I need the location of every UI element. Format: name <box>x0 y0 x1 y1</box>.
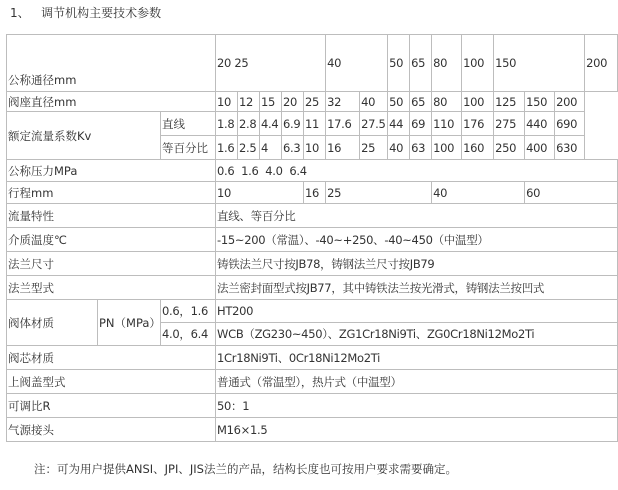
cell: 32 <box>326 92 360 112</box>
label-stroke: 行程mm <box>7 182 216 204</box>
cell: 630 <box>555 136 585 160</box>
cell: 150 <box>494 35 585 92</box>
cell: 690 <box>555 112 585 136</box>
label-kv: 额定流量系数Kv <box>7 112 161 160</box>
cell: 50 <box>388 35 410 92</box>
cell: 27.5 <box>360 112 388 136</box>
row-flow-characteristic <box>7 204 618 228</box>
cell: 80 <box>432 92 462 112</box>
cell: 60 <box>525 182 618 204</box>
cell: 110 <box>432 112 462 136</box>
cell: 80 <box>432 35 462 92</box>
cell: 2.5 <box>238 136 260 160</box>
cell: 17.6 <box>326 112 360 136</box>
value-bonnet: 普通式（常温型），热片式（中温型） <box>216 370 618 394</box>
label-bonnet: 上阀盖型式 <box>7 370 216 394</box>
cell: 25 <box>360 136 388 160</box>
label-core-material: 阀芯材质 <box>7 346 216 370</box>
pn-value-2: 4.0，6.4 <box>161 323 216 346</box>
cell: 63 <box>410 136 432 160</box>
label-seat-diameter: 阀座直径mm <box>7 92 216 112</box>
value-flow-characteristic: 直线、等百分比 <box>216 204 618 228</box>
material-value-1: HT200 <box>216 300 618 323</box>
label-body-material: 阀体材质 <box>7 300 98 346</box>
label-kv-equal: 等百分比 <box>161 136 216 160</box>
cell: 16 <box>326 136 360 160</box>
cell: 250 <box>494 136 525 160</box>
label-flange-size: 法兰尺寸 <box>7 252 216 276</box>
cell: 69 <box>410 112 432 136</box>
row-flange-size <box>7 252 618 276</box>
cell: 10 <box>216 182 304 204</box>
label-flow-characteristic: 流量特性 <box>7 204 216 228</box>
label-flange-type: 法兰型式 <box>7 276 216 300</box>
cell: 16 <box>304 182 326 204</box>
cell: 100 <box>462 92 494 112</box>
cell: 100 <box>432 136 462 160</box>
cell: 6.9 <box>282 112 304 136</box>
cell: 160 <box>462 136 494 160</box>
row-stroke <box>7 182 618 204</box>
row-rangeability <box>7 394 618 418</box>
row-seat-diameter <box>7 92 618 112</box>
label-pressure: 公称压力MPa <box>7 160 216 182</box>
cell: 150 <box>525 92 555 112</box>
cell: 44 <box>388 112 410 136</box>
row-air-connection <box>7 418 618 442</box>
cell: 40 <box>360 92 388 112</box>
row-nominal-diameter <box>7 35 618 92</box>
cell: 12 <box>238 92 260 112</box>
cell: 200 <box>585 35 618 92</box>
cell: 25 <box>326 182 432 204</box>
cell: 125 <box>494 92 525 112</box>
cell: 4.4 <box>260 112 282 136</box>
cell: 275 <box>494 112 525 136</box>
section-heading: 1、 调节机构主要技术参数 <box>10 6 162 20</box>
cell: 1.6 <box>216 136 238 160</box>
cell: 50 <box>388 92 410 112</box>
row-temperature <box>7 228 618 252</box>
cell: 11 <box>304 112 326 136</box>
cell: 400 <box>525 136 555 160</box>
spec-table <box>6 34 618 442</box>
label-rangeability: 可调比R <box>7 394 216 418</box>
pn-value-1: 0.6，1.6 <box>161 300 216 323</box>
value-pressure: 0.6 1.6 4.0 6.4 <box>216 160 618 182</box>
label-air-connection: 气源接头 <box>7 418 216 442</box>
cell: 65 <box>410 92 432 112</box>
value-flange-type: 法兰密封面型式按JB77，其中铸铁法兰按光滑式，铸钢法兰按凹式 <box>216 276 618 300</box>
row-body-material-1 <box>7 300 618 323</box>
cell: 200 <box>555 92 585 112</box>
cell: 20 25 <box>216 35 326 92</box>
value-core-material: 1Cr18Ni9Ti、0Cr18Ni12Mo2Ti <box>216 346 618 370</box>
cell: 25 <box>304 92 326 112</box>
cell: 6.3 <box>282 136 304 160</box>
cell: 15 <box>260 92 282 112</box>
cell: 65 <box>410 35 432 92</box>
cell: 40 <box>432 182 525 204</box>
label-nominal-diameter: 公称通径mm <box>7 35 216 92</box>
cell: 10 <box>304 136 326 160</box>
cell: 40 <box>388 136 410 160</box>
row-pressure <box>7 160 618 182</box>
cell: 100 <box>462 35 494 92</box>
row-kv-linear <box>7 112 618 136</box>
label-temperature: 介质温度℃ <box>7 228 216 252</box>
cell: 4 <box>260 136 282 160</box>
row-flange-type <box>7 276 618 300</box>
label-kv-linear: 直线 <box>161 112 216 136</box>
cell: 176 <box>462 112 494 136</box>
value-rangeability: 50：1 <box>216 394 618 418</box>
row-core-material <box>7 346 618 370</box>
footnote: 注：可为用户提供ANSI、JPI、JIS法兰的产品，结构长度也可按用户要求需要确定。 <box>34 462 457 476</box>
cell: 40 <box>326 35 388 92</box>
cell: 2.8 <box>238 112 260 136</box>
cell: 440 <box>525 112 555 136</box>
cell: 20 <box>282 92 304 112</box>
value-temperature: -15~200（常温）、-40~+250、-40~450（中温型） <box>216 228 618 252</box>
cell: 1.8 <box>216 112 238 136</box>
cell: 10 <box>216 92 238 112</box>
label-pn: PN（MPa） <box>98 300 161 346</box>
material-value-2: WCB（ZG230~450）、ZG1Cr18Ni9Ti、ZG0Cr18Ni12Mo2Ti <box>216 323 618 346</box>
value-flange-size: 铸铁法兰尺寸按JB78，铸钢法兰尺寸按JB79 <box>216 252 618 276</box>
value-air-connection: M16×1.5 <box>216 418 618 442</box>
row-bonnet <box>7 370 618 394</box>
